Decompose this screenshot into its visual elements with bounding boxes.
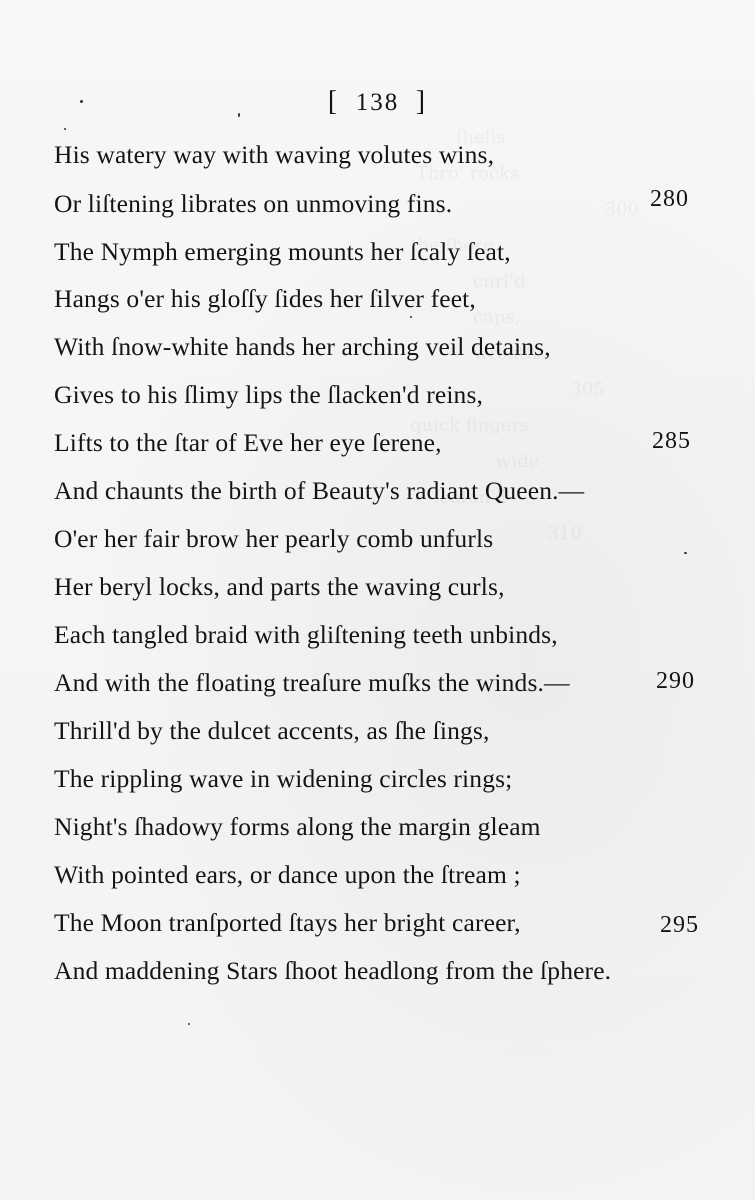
verse-line: And with the floating treaſure muſks the winds.— bbox=[54, 668, 570, 697]
verse-line: Gives to his ſlimy lips the ſlacken'd reins, bbox=[54, 380, 484, 409]
verse-line: And chaunts the birth of Beauty's radiant Queen.— bbox=[54, 476, 585, 505]
verse-line: With pointed ears, or dance upon the ſtream ; bbox=[54, 860, 521, 889]
verse-line: Thrill'd by the dulcet accents, as ſhe ſings, bbox=[54, 716, 490, 745]
line-number: 295 bbox=[660, 912, 699, 938]
paper-speck bbox=[188, 1023, 190, 1025]
page-header bbox=[0, 86, 755, 118]
bracket-open: [ bbox=[327, 86, 340, 117]
paper-speck bbox=[684, 552, 687, 554]
verse-line: Lifts to the ſtar of Eve her eye ſerene, bbox=[54, 428, 442, 457]
verse-line: His watery way with waving volutes wins, bbox=[54, 140, 495, 169]
line-number: 280 bbox=[650, 186, 689, 212]
bracket-close: ] bbox=[415, 86, 428, 117]
page-number: 138 bbox=[355, 89, 400, 116]
verse-line: Hangs o'er his gloſſy ſides her ſilver feet, bbox=[54, 284, 476, 313]
verse-line: The Moon tranſported ſtays her bright career, bbox=[54, 908, 521, 937]
paper-speck bbox=[238, 113, 240, 117]
verse-line: Each tangled braid with gliſtening teeth unbinds, bbox=[54, 620, 558, 649]
verse-line: Night's ſhadowy forms along the margin gleam bbox=[54, 812, 541, 841]
verse-line: The Nymph emerging mounts her ſcaly ſeat, bbox=[54, 237, 511, 266]
verse-line: Or liſtening librates on unmoving fins. bbox=[54, 189, 453, 218]
verse-line: And maddening Stars ſhoot headlong from the ſphere. bbox=[54, 956, 612, 985]
line-number: 290 bbox=[656, 668, 695, 694]
verse-line: Her beryl locks, and parts the waving curls, bbox=[54, 572, 505, 601]
paper-speck bbox=[64, 128, 66, 130]
verse-line: O'er her fair brow her pearly comb unfurls bbox=[54, 524, 494, 553]
verse-line: With ſnow-white hands her arching veil detains, bbox=[54, 332, 551, 361]
verse-line: The rippling wave in widening circles rings; bbox=[54, 764, 513, 793]
line-number: 285 bbox=[652, 428, 691, 454]
paper-speck bbox=[410, 316, 412, 318]
paper-speck bbox=[80, 100, 83, 103]
